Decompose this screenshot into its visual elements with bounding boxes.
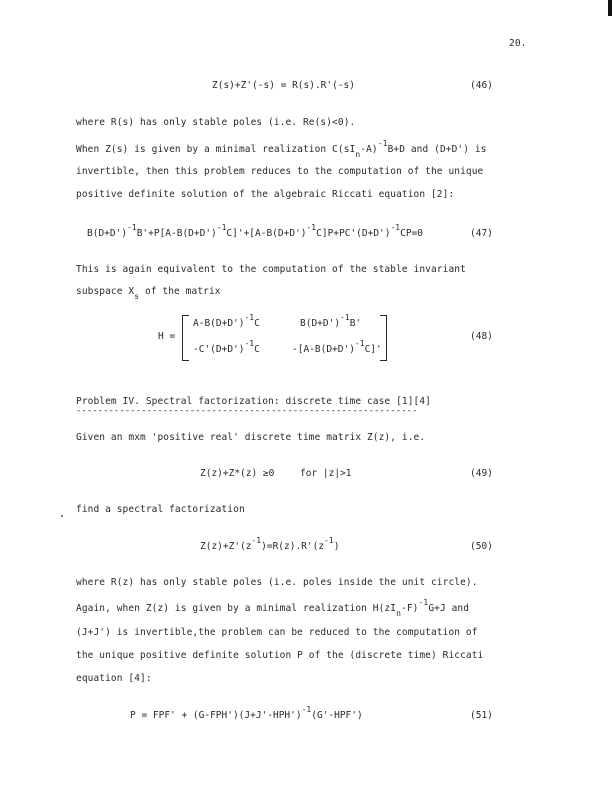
equation-47-number: (47) [470, 228, 493, 239]
paragraph-line: (J+J') is invertible,the problem can be reduced to the computation of [76, 627, 478, 638]
paragraph-line: invertible, then this problem reduces to the computation of the unique [76, 166, 484, 177]
equation-47: $B(D+D')^{-1}B'+P[A-B(D+D')^{-1}C]'+[A-B(D+D')^{-1}C]P+PC'(D+D')^{-1}CP=0$ [87, 223, 424, 239]
section-heading: Problem IV. Spectral factorization: discrete time case [1][4] [76, 396, 431, 407]
page-edge-mark [608, 0, 612, 16]
paragraph-line: positive definite solution of the algebraic Riccati equation [2]: [76, 189, 455, 200]
equation-49: Z(z)+Z*(z) ≥0 [200, 468, 275, 479]
paragraph-line: find a spectral factorization [76, 504, 245, 515]
matrix-lhs: H = [158, 331, 176, 342]
matrix-left-bracket [182, 315, 189, 361]
paragraph-line: the unique positive definite solution P of the (discrete time) Riccati [76, 650, 484, 661]
paragraph-line: subspace $X_s$ of the matrix [76, 286, 221, 301]
equation-51-number: (51) [470, 710, 493, 721]
paragraph-line: When Z(s) is given by a minimal realization $C(sI_n-A)^{-1}B+D$ and (D+D') is [76, 139, 487, 159]
equation-46-number: (46) [470, 80, 493, 91]
equation-48-number: (48) [470, 331, 493, 342]
matrix-cell-12: $B(D+D')^{-1}B'$ [300, 313, 362, 329]
heading-underline: --------------------------------------------------------------- [76, 406, 418, 416]
equation-46: Z(s)+Z'(-s) = R(s).R'(-s) [212, 80, 355, 91]
matrix-cell-22: $-[A-B(D+D')^{-1}C]'$ [292, 339, 382, 355]
stray-mark [61, 515, 63, 517]
equation-51: $P = FPF' + (G-FPH')(J+J'-HPH')^{-1}(G'-HPF')$ [130, 705, 363, 721]
paragraph-line: Again, when Z(z) is given by a minimal realization $H(zI_n-F)^{-1}G+J$ and [76, 598, 470, 618]
matrix-cell-21: $-C'(D+D')^{-1}C$ [193, 339, 260, 355]
page-number: 20. [509, 38, 527, 49]
matrix-cell-11: $A-B(D+D')^{-1}C$ [193, 313, 260, 329]
equation-50-number: (50) [470, 541, 493, 552]
equation-50: $Z(z)+Z'(z^{-1})=R(z).R'(z^{-1})$ [200, 536, 340, 552]
paragraph-line: equation [4]: [76, 673, 152, 684]
equation-49-condition: for |z|>1 [300, 468, 352, 479]
paragraph-line: Given an mxm 'positive real' discrete time matrix Z(z), i.e. [76, 432, 426, 443]
paragraph-line: where R(z) has only stable poles (i.e. poles inside the unit circle). [76, 577, 478, 588]
paragraph-line: where R(s) has only stable poles (i.e. Re(s)<0). [76, 117, 356, 128]
paragraph-line: This is again equivalent to the computation of the stable invariant [76, 264, 466, 275]
equation-49-number: (49) [470, 468, 493, 479]
